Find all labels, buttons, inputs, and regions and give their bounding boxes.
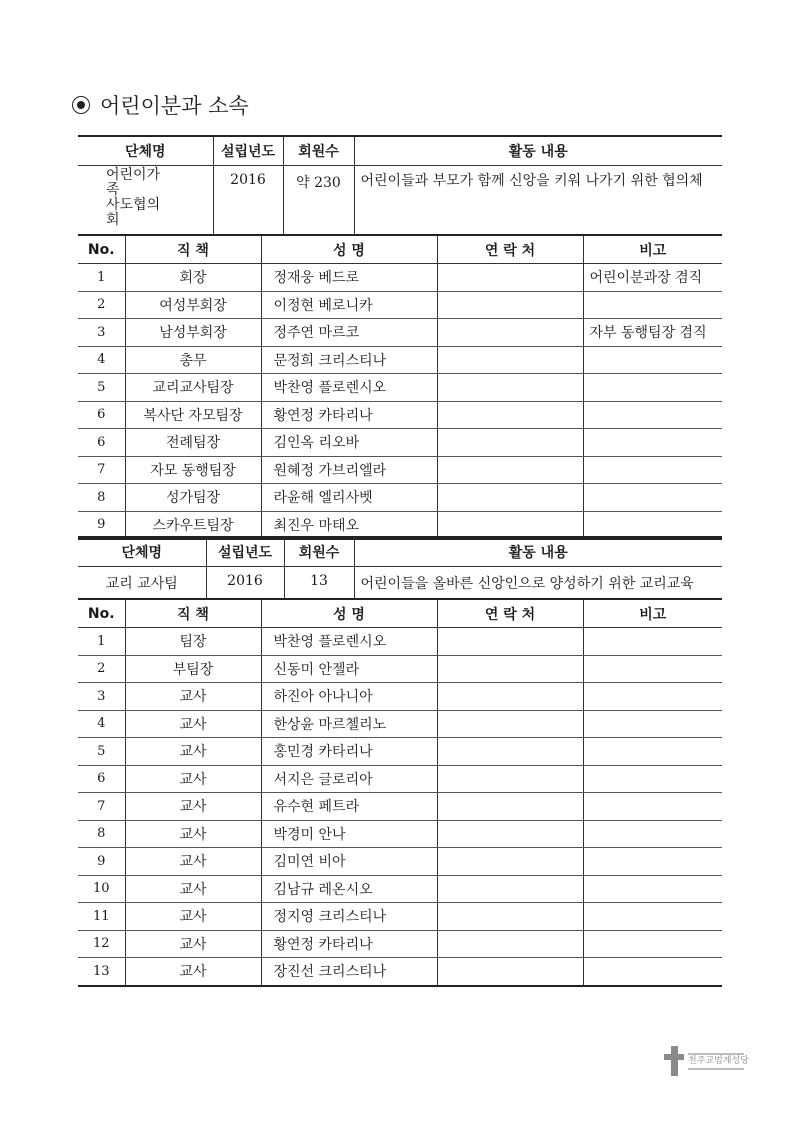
member-role: 자모 동행팀장 bbox=[125, 456, 261, 484]
member-row bbox=[78, 346, 722, 374]
group2-info-table bbox=[78, 536, 722, 599]
member-no: 11 bbox=[78, 903, 125, 931]
member-role: 교사 bbox=[125, 683, 261, 711]
member-role: 복사단 자모팀장 bbox=[125, 401, 261, 429]
member-row bbox=[78, 429, 722, 457]
member-contact bbox=[437, 655, 583, 683]
note-header: 비고 bbox=[583, 599, 722, 628]
member-note bbox=[583, 628, 722, 656]
member-role: 교사 bbox=[125, 903, 261, 931]
member-note: 자부 동행팀장 겸직 bbox=[583, 319, 722, 347]
group2-member-table bbox=[78, 598, 722, 987]
member-contact bbox=[437, 429, 583, 457]
member-no: 7 bbox=[78, 456, 125, 484]
member-note bbox=[583, 848, 722, 876]
section-title bbox=[72, 90, 249, 120]
member-note bbox=[583, 958, 722, 986]
member-name: 신동미 안젤라 bbox=[261, 655, 437, 683]
member-contact bbox=[437, 374, 583, 402]
member-row bbox=[78, 765, 722, 793]
member-row bbox=[78, 319, 722, 347]
member-name: 김인옥 리오바 bbox=[261, 429, 437, 457]
member-contact bbox=[437, 511, 583, 539]
member-no: 4 bbox=[78, 710, 125, 738]
member-row bbox=[78, 655, 722, 683]
member-no: 7 bbox=[78, 793, 125, 821]
member-role: 전례팀장 bbox=[125, 429, 261, 457]
member-no: 9 bbox=[78, 511, 125, 539]
member-name: 박경미 안나 bbox=[261, 820, 437, 848]
group2-founded: 2016 bbox=[206, 567, 284, 599]
member-name: 홍민경 카타리나 bbox=[261, 738, 437, 766]
member-name: 한상윤 마르첼리노 bbox=[261, 710, 437, 738]
member-row bbox=[78, 793, 722, 821]
group-name-header: 단체명 bbox=[78, 136, 213, 166]
church-logo bbox=[664, 1046, 749, 1076]
role-header: 직 책 bbox=[125, 599, 261, 628]
member-name: 유수현 페트라 bbox=[261, 793, 437, 821]
member-role: 교사 bbox=[125, 958, 261, 986]
group1-info-table bbox=[78, 135, 722, 235]
member-row bbox=[78, 930, 722, 958]
member-role: 교사 bbox=[125, 765, 261, 793]
member-name: 정주연 마르코 bbox=[261, 319, 437, 347]
member-row bbox=[78, 848, 722, 876]
member-no: 1 bbox=[78, 628, 125, 656]
member-note: 어린이분과장 겸직 bbox=[583, 264, 722, 292]
member-contact bbox=[437, 930, 583, 958]
member-note bbox=[583, 710, 722, 738]
member-role: 교사 bbox=[125, 875, 261, 903]
member-contact bbox=[437, 628, 583, 656]
members-header: 회원수 bbox=[284, 537, 354, 567]
radio-bullet-icon bbox=[72, 96, 90, 114]
member-row bbox=[78, 903, 722, 931]
member-role: 총무 bbox=[125, 346, 261, 374]
member-no: 5 bbox=[78, 738, 125, 766]
role-header: 직 책 bbox=[125, 235, 261, 264]
member-name: 라윤해 엘리사벳 bbox=[261, 484, 437, 512]
member-note bbox=[583, 401, 722, 429]
member-role: 부팀장 bbox=[125, 655, 261, 683]
logo-text: 천주교범계성당 bbox=[688, 1055, 749, 1066]
member-note bbox=[583, 820, 722, 848]
member-note bbox=[583, 765, 722, 793]
group1-members: 약 230 bbox=[283, 166, 354, 235]
member-note bbox=[583, 346, 722, 374]
member-role: 교사 bbox=[125, 820, 261, 848]
member-name: 박찬영 플로렌시오 bbox=[261, 374, 437, 402]
member-name: 김남규 레온시오 bbox=[261, 875, 437, 903]
member-contact bbox=[437, 346, 583, 374]
founded-header: 설립년도 bbox=[213, 136, 283, 166]
member-contact bbox=[437, 848, 583, 876]
group1-activity: 어린이들과 부모가 함께 신앙을 키워 나가기 위한 협의체 bbox=[354, 166, 722, 235]
member-contact bbox=[437, 484, 583, 512]
member-name: 이정현 베로니카 bbox=[261, 291, 437, 319]
group-name-header: 단체명 bbox=[78, 537, 206, 567]
member-no: 8 bbox=[78, 484, 125, 512]
member-no: 6 bbox=[78, 401, 125, 429]
member-name: 황연정 카타리나 bbox=[261, 401, 437, 429]
member-note bbox=[583, 655, 722, 683]
member-name: 원혜정 가브리엘라 bbox=[261, 456, 437, 484]
member-name: 정지영 크리스티나 bbox=[261, 903, 437, 931]
member-contact bbox=[437, 875, 583, 903]
member-contact bbox=[437, 820, 583, 848]
group2-activity: 어린이들을 올바른 신앙인으로 양성하기 위한 교리교육 bbox=[354, 567, 722, 599]
name-header: 성 명 bbox=[261, 599, 437, 628]
member-name: 정재웅 베드로 bbox=[261, 264, 437, 292]
member-contact bbox=[437, 264, 583, 292]
name-header: 성 명 bbox=[261, 235, 437, 264]
member-contact bbox=[437, 319, 583, 347]
member-row bbox=[78, 683, 722, 711]
member-no: 5 bbox=[78, 374, 125, 402]
member-contact bbox=[437, 456, 583, 484]
member-contact bbox=[437, 738, 583, 766]
group2-name: 교리 교사팀 bbox=[78, 567, 206, 599]
group1-founded: 2016 bbox=[213, 166, 283, 235]
member-role: 교사 bbox=[125, 930, 261, 958]
member-role: 교사 bbox=[125, 793, 261, 821]
member-role: 남성부회장 bbox=[125, 319, 261, 347]
member-no: 8 bbox=[78, 820, 125, 848]
member-row bbox=[78, 456, 722, 484]
member-note bbox=[583, 484, 722, 512]
member-contact bbox=[437, 683, 583, 711]
member-role: 회장 bbox=[125, 264, 261, 292]
founded-header: 설립년도 bbox=[206, 537, 284, 567]
member-note bbox=[583, 930, 722, 958]
member-no: 2 bbox=[78, 655, 125, 683]
member-no: 6 bbox=[78, 429, 125, 457]
member-note bbox=[583, 374, 722, 402]
member-name: 문정희 크리스티나 bbox=[261, 346, 437, 374]
member-row bbox=[78, 374, 722, 402]
member-role: 교사 bbox=[125, 710, 261, 738]
member-role: 팀장 bbox=[125, 628, 261, 656]
cross-icon bbox=[664, 1046, 684, 1076]
member-no: 9 bbox=[78, 848, 125, 876]
member-contact bbox=[437, 401, 583, 429]
member-row bbox=[78, 401, 722, 429]
member-name: 서지은 글로리아 bbox=[261, 765, 437, 793]
member-note bbox=[583, 291, 722, 319]
member-no: 12 bbox=[78, 930, 125, 958]
member-row bbox=[78, 264, 722, 292]
member-row bbox=[78, 511, 722, 539]
member-note bbox=[583, 511, 722, 539]
member-role: 여성부회장 bbox=[125, 291, 261, 319]
member-row bbox=[78, 628, 722, 656]
member-role: 성가팀장 bbox=[125, 484, 261, 512]
member-name: 장진선 크리스티나 bbox=[261, 958, 437, 986]
activity-header: 활동 내용 bbox=[354, 537, 722, 567]
note-header: 비고 bbox=[583, 235, 722, 264]
member-no: 13 bbox=[78, 958, 125, 986]
contact-header: 연 락 처 bbox=[437, 599, 583, 628]
member-no: 3 bbox=[78, 683, 125, 711]
member-row bbox=[78, 875, 722, 903]
members-header: 회원수 bbox=[283, 136, 354, 166]
member-name: 최진우 마태오 bbox=[261, 511, 437, 539]
member-contact bbox=[437, 291, 583, 319]
activity-header: 활동 내용 bbox=[354, 136, 722, 166]
member-no: 2 bbox=[78, 291, 125, 319]
member-name: 김미연 비아 bbox=[261, 848, 437, 876]
member-no: 10 bbox=[78, 875, 125, 903]
member-no: 3 bbox=[78, 319, 125, 347]
member-name: 황연정 카타리나 bbox=[261, 930, 437, 958]
member-row bbox=[78, 738, 722, 766]
member-row bbox=[78, 820, 722, 848]
member-row bbox=[78, 484, 722, 512]
member-note bbox=[583, 429, 722, 457]
group2-members: 13 bbox=[284, 567, 354, 599]
member-role: 교사 bbox=[125, 738, 261, 766]
no-header: No. bbox=[78, 599, 125, 628]
member-row bbox=[78, 291, 722, 319]
member-role: 스카우트팀장 bbox=[125, 511, 261, 539]
group1-name: 어린이가 족 사도협의 회 bbox=[78, 166, 213, 235]
contact-header: 연 락 처 bbox=[437, 235, 583, 264]
member-name: 박찬영 플로렌시오 bbox=[261, 628, 437, 656]
member-note bbox=[583, 875, 722, 903]
member-contact bbox=[437, 793, 583, 821]
member-name: 하진아 아나니아 bbox=[261, 683, 437, 711]
member-no: 4 bbox=[78, 346, 125, 374]
member-row bbox=[78, 710, 722, 738]
member-contact bbox=[437, 765, 583, 793]
member-contact bbox=[437, 710, 583, 738]
member-note bbox=[583, 683, 722, 711]
member-no: 6 bbox=[78, 765, 125, 793]
member-role: 교리교사팀장 bbox=[125, 374, 261, 402]
no-header: No. bbox=[78, 235, 125, 264]
member-row bbox=[78, 958, 722, 986]
group1-member-table bbox=[78, 234, 722, 540]
member-contact bbox=[437, 958, 583, 986]
member-note bbox=[583, 456, 722, 484]
member-note bbox=[583, 738, 722, 766]
member-note bbox=[583, 793, 722, 821]
member-contact bbox=[437, 903, 583, 931]
member-no: 1 bbox=[78, 264, 125, 292]
member-role: 교사 bbox=[125, 848, 261, 876]
section-title-text: 어린이분과 소속 bbox=[100, 94, 249, 118]
member-note bbox=[583, 903, 722, 931]
